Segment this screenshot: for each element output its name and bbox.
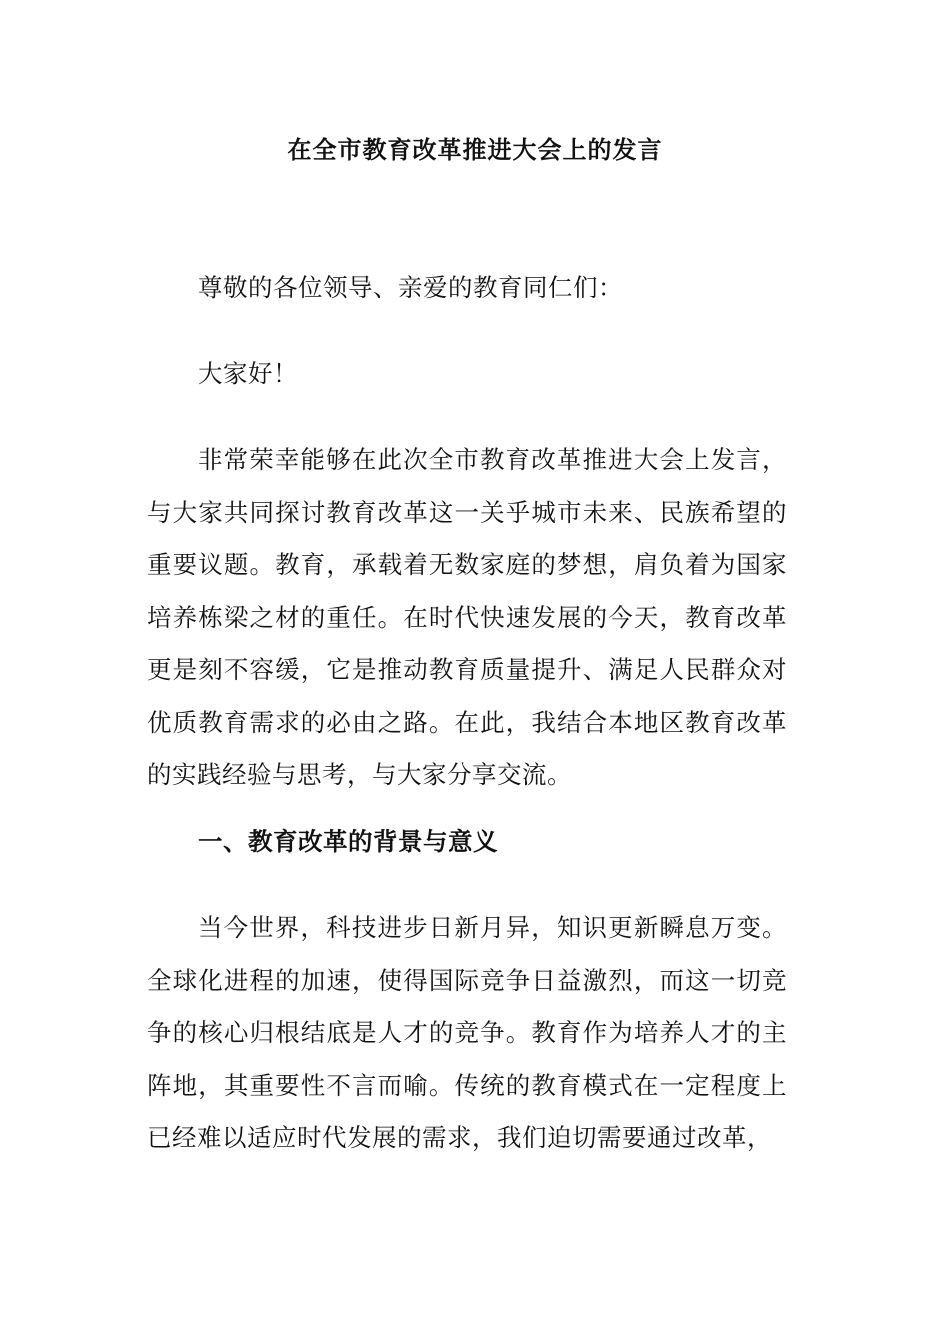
intro-paragraph: 非常荣幸能够在此次全市教育改革推进大会上发言，与大家共同探讨教育改革这一关乎城市未来、民族希望的重要议题。教育，承载着无数家庭的梦想，肩负着为国家培养栋梁之材的重任。在时代快速发展的今天，教育改革更是刻不容缓，它是推动教育质量提升、满足人民群众对优质教育需求的必由之路。在此，我结合本地区教育改革的实践经验与思考，与大家分享交流。: [147, 445, 787, 789]
greeting-paragraph: 大家好！: [198, 359, 298, 388]
document-title: 在全市教育改革推进大会上的发言: [287, 135, 663, 164]
section-body-paragraph: 当今世界，科技进步日新月异，知识更新瞬息万变。全球化进程的加速，使得国际竞争日益激烈，而这一切竞争的核心归根结底是人才的竞争。教育作为培养人才的主阵地，其重要性不言而喻。传统的教育模式在一定程度上已经难以适应时代发展的需求，我们迫切需要通过改革，: [147, 913, 787, 1152]
salutation-paragraph: 尊敬的各位领导、亲爱的教育同仁们：: [198, 273, 623, 302]
section-heading: 一、教育改革的背景与意义: [198, 827, 498, 856]
